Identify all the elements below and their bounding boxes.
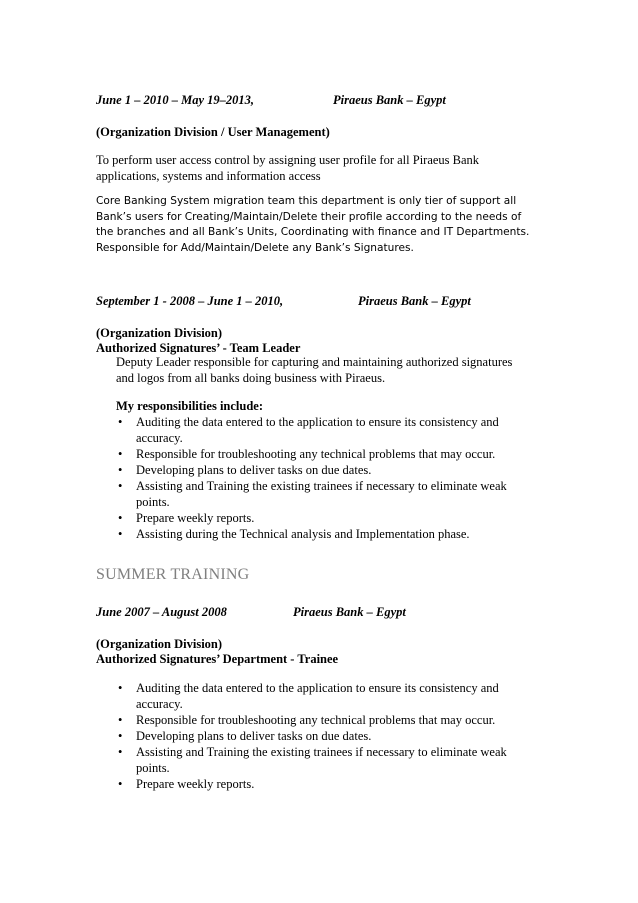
- list-item-text: Assisting and Training the existing trainees if necessary to eliminate weak: [136, 745, 507, 759]
- list-item: [116, 680, 507, 712]
- job1-details-line: Bank’s users for Creating/Maintain/Delete their profile according to the needs of: [96, 210, 522, 223]
- list-item: [116, 446, 507, 462]
- job1-details-line: Responsible for Add/Maintain/Delete any Bank’s Signatures.: [96, 241, 414, 254]
- job1-summary-line: applications, systems and information access: [96, 169, 321, 183]
- training-role: Authorized Signatures’ Department - Trainee: [96, 652, 339, 666]
- list-item: [116, 744, 507, 776]
- job2-division: (Organization Division): [96, 326, 223, 340]
- list-item-text: accuracy.: [136, 697, 183, 711]
- bullet-icon: •: [118, 729, 123, 743]
- job1-employer: Piraeus Bank – Egypt: [333, 93, 446, 107]
- training-dates: June 2007 – August 2008: [96, 605, 227, 619]
- job2-role: Authorized Signatures’ - Team Leader: [96, 341, 301, 355]
- job2-description-line: and logos from all banks doing business with Piraeus.: [116, 371, 386, 385]
- list-item-text: Responsible for troubleshooting any technical problems that may occur.: [136, 447, 496, 461]
- bullet-icon: •: [118, 681, 123, 695]
- list-item: [116, 510, 507, 526]
- list-item-text: accuracy.: [136, 431, 183, 445]
- list-item-text: Assisting during the Technical analysis and Implementation phase.: [136, 527, 470, 541]
- list-item-text: Auditing the data entered to the application to ensure its consistency and: [136, 681, 499, 695]
- training-division: (Organization Division): [96, 637, 223, 651]
- list-item-text: points.: [136, 495, 170, 509]
- bullet-icon: •: [118, 447, 123, 461]
- list-item-text: Developing plans to deliver tasks on due dates.: [136, 729, 372, 743]
- bullet-icon: •: [118, 479, 123, 493]
- bullet-icon: •: [118, 745, 123, 759]
- section-heading: SUMMER TRAINING: [96, 566, 250, 583]
- bullet-icon: •: [118, 713, 123, 727]
- bullet-icon: •: [118, 463, 123, 477]
- list-item-text: Assisting and Training the existing trainees if necessary to eliminate weak: [136, 479, 507, 493]
- list-item: [116, 526, 507, 542]
- job1-details-line: the branches and all Bank’s Units, Coordinating with finance and IT Departments.: [96, 226, 530, 238]
- bullet-icon: •: [118, 415, 123, 429]
- job2-employer: Piraeus Bank – Egypt: [358, 294, 471, 308]
- list-item-text: Prepare weekly reports.: [136, 511, 255, 525]
- job2-description-line: Deputy Leader responsible for capturing and maintaining authorized signatures: [116, 355, 513, 369]
- list-item-text: Developing plans to deliver tasks on due dates.: [136, 463, 372, 477]
- list-item: [116, 776, 507, 792]
- bullet-icon: •: [118, 527, 123, 541]
- training-employer: Piraeus Bank – Egypt: [293, 605, 406, 619]
- bullet-icon: •: [118, 777, 123, 791]
- job1-details-line: Core Banking System migration team this department is only tier of support all: [96, 195, 517, 207]
- list-item: [116, 414, 507, 446]
- list-item: [116, 462, 507, 478]
- list-item-text: Prepare weekly reports.: [136, 777, 255, 791]
- job2-dates: September 1 - 2008 – June 1 – 2010,: [96, 294, 284, 308]
- job1-summary-line: To perform user access control by assigning user profile for all Piraeus Bank: [96, 153, 480, 167]
- job1-dates: June 1 – 2010 – May 19–2013,: [96, 93, 254, 107]
- list-item-text: Auditing the data entered to the application to ensure its consistency and: [136, 415, 499, 429]
- list-item: [116, 728, 507, 744]
- job2-responsibilities-heading: My responsibilities include:: [116, 399, 264, 413]
- job2-responsibilities-list: [116, 414, 507, 542]
- list-item: [116, 712, 507, 728]
- list-item: [116, 478, 507, 510]
- list-item-text: points.: [136, 761, 170, 775]
- training-responsibilities-list: [116, 680, 507, 792]
- bullet-icon: •: [118, 511, 123, 525]
- list-item-text: Responsible for troubleshooting any technical problems that may occur.: [136, 713, 496, 727]
- job1-division: (Organization Division / User Management): [96, 125, 330, 139]
